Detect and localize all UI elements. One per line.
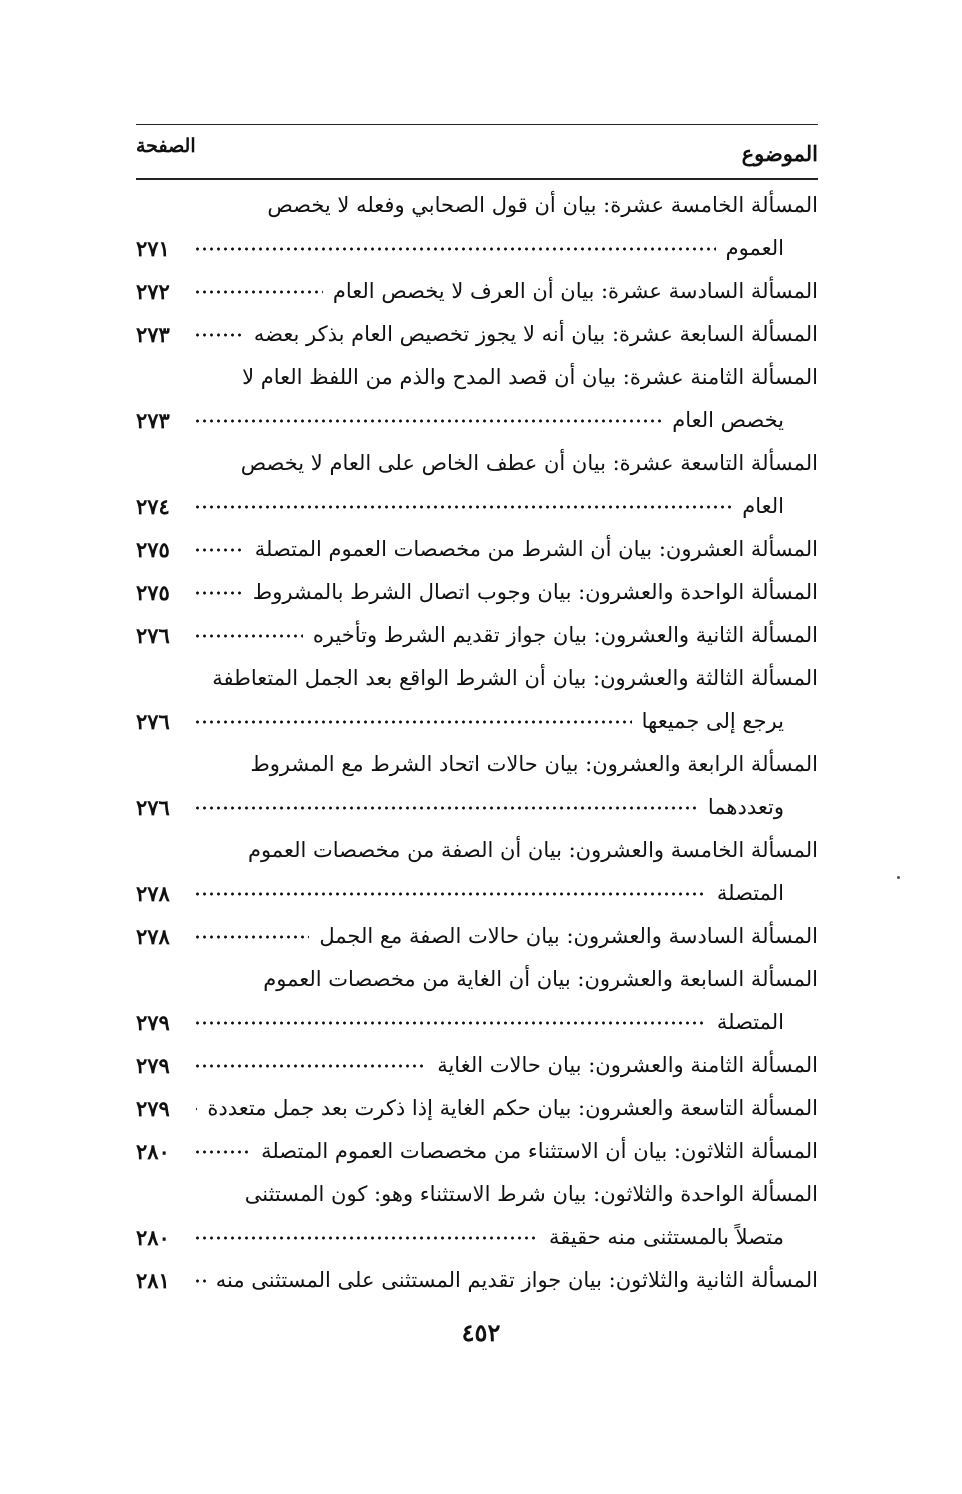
toc-entry <box>136 829 818 915</box>
toc-entry-text: المسألة السابعة عشرة: بيان أنه لا يجوز تخصيص العام بذكر بعضه <box>253 322 818 346</box>
toc-entry <box>136 313 818 356</box>
toc-entry-line <box>136 528 818 571</box>
dot-leader <box>194 417 662 425</box>
dot-leader <box>194 1277 206 1285</box>
toc-page-number: ٢٧٩ <box>136 1053 170 1078</box>
toc-page-number: ٢٧٦ <box>136 795 170 820</box>
toc-page-number: ٢٧٥ <box>136 580 170 605</box>
toc-entry-line <box>136 184 818 227</box>
toc-entry <box>136 743 818 829</box>
toc-entry-text: المتصلة <box>716 881 784 905</box>
toc-entry-line <box>136 485 818 528</box>
toc-entry-text: يرجع إلى جميعها <box>641 709 784 733</box>
toc-list <box>136 184 818 1302</box>
dot-leader <box>194 1062 427 1070</box>
toc-entry <box>136 915 818 958</box>
toc-header <box>136 124 818 180</box>
toc-entry-line <box>136 571 818 614</box>
toc-entry-line <box>136 1173 818 1216</box>
toc-entry-line <box>136 270 818 313</box>
page-column-label: الصفحة <box>136 135 196 157</box>
toc-entry-text: العام <box>742 494 784 518</box>
toc-page-number: ٢٧٢ <box>136 279 170 304</box>
dot-leader <box>194 1148 251 1156</box>
toc-entry <box>136 270 818 313</box>
dot-leader <box>194 1019 707 1027</box>
dot-leader <box>194 890 707 898</box>
toc-entry <box>136 356 818 442</box>
toc-entry-text: متصلاً بالمستثنى منه حقيقة <box>548 1225 784 1249</box>
toc-entry-line <box>136 1130 818 1173</box>
toc-entry-text: المسألة الواحدة والثلاثون: بيان شرط الاستثناء وهو: كون المستثنى <box>244 1182 818 1206</box>
toc-entry-line <box>136 1044 818 1087</box>
toc-entry-text: المسألة الثامنة والعشرون: بيان حالات الغاية <box>437 1053 818 1077</box>
dot-leader <box>194 1105 197 1113</box>
dot-leader <box>194 632 303 640</box>
toc-entry-text: المتصلة <box>716 1010 784 1034</box>
toc-entry <box>136 1044 818 1087</box>
toc-page-number: ٢٧٨ <box>136 881 170 906</box>
toc-entry-text: المسألة التاسعة عشرة: بيان أن عطف الخاص على العام لا يخصص <box>240 451 818 475</box>
dot-leader <box>194 331 244 339</box>
toc-entry-text: المسألة السابعة والعشرون: بيان أن الغاية من مخصصات العموم <box>263 967 818 991</box>
toc-page-number: ٢٧٥ <box>136 537 170 562</box>
toc-entry-text: العموم <box>725 236 784 260</box>
page-number: ٤٥٢ <box>461 1318 501 1347</box>
toc-entry-text: المسألة السادسة عشرة: بيان أن العرف لا يخصص العام <box>332 279 818 303</box>
toc-entry-line <box>136 313 818 356</box>
toc-entry-line <box>136 1001 818 1044</box>
dot-leader <box>194 546 245 554</box>
toc-entry-line <box>136 657 818 700</box>
toc-entry-line <box>136 442 818 485</box>
toc-entry-line <box>136 1087 818 1130</box>
toc-entry-line <box>136 872 818 915</box>
toc-page-number: ٢٧٩ <box>136 1010 170 1035</box>
toc-entry <box>136 958 818 1044</box>
toc-entry-text: المسألة التاسعة والعشرون: بيان حكم الغاية إذا ذكرت بعد جمل متعددة <box>207 1096 818 1120</box>
toc-entry-line <box>136 614 818 657</box>
toc-page-number: ٢٧١ <box>136 236 170 261</box>
toc-entry-line <box>136 958 818 1001</box>
toc-entry-text: المسألة الثانية والثلاثون: بيان جواز تقديم المستثنى على المستثنى منه <box>215 1268 818 1292</box>
toc-entry-text: المسألة الواحدة والعشرون: بيان وجوب اتصال الشرط بالمشروط <box>252 580 818 604</box>
toc-entry-text: المسألة الثامنة عشرة: بيان أن قصد المدح والذم من اللفظ العام لا <box>242 365 818 389</box>
toc-entry <box>136 442 818 528</box>
toc-page-number: ٢٧٣ <box>136 322 170 347</box>
toc-page-number: ٢٨١ <box>136 1268 170 1293</box>
toc-entry-text: المسألة الثالثة والعشرون: بيان أن الشرط الواقع بعد الجمل المتعاطفة <box>212 666 818 690</box>
toc-entry-text: المسألة الخامسة عشرة: بيان أن قول الصحابي وفعله لا يخصص <box>267 193 818 217</box>
toc-entry-line <box>136 227 818 270</box>
toc-entry <box>136 1087 818 1130</box>
toc-entry-line <box>136 1216 818 1259</box>
toc-entry <box>136 1259 818 1302</box>
toc-entry <box>136 571 818 614</box>
toc-page-number: ٢٧٤ <box>136 494 170 519</box>
toc-entry <box>136 1173 818 1259</box>
toc-entry-line <box>136 399 818 442</box>
toc-entry <box>136 614 818 657</box>
dot-leader <box>194 1234 539 1242</box>
toc-entry-text: المسألة الرابعة والعشرون: بيان حالات اتحاد الشرط مع المشروط <box>250 752 818 776</box>
toc-entry-text: المسألة السادسة والعشرون: بيان حالات الصفة مع الجمل <box>319 924 818 948</box>
dot-leader <box>194 288 323 296</box>
toc-page-number: ٢٨٠ <box>136 1139 170 1164</box>
toc-page-number: ٢٧٦ <box>136 709 170 734</box>
toc-entry-line <box>136 786 818 829</box>
toc-entry-line <box>136 829 818 872</box>
toc-entry-text: وتعددهما <box>707 795 784 819</box>
toc-entry-text: المسألة العشرون: بيان أن الشرط من مخصصات العموم المتصلة <box>254 537 818 561</box>
toc-entry-line <box>136 1259 818 1302</box>
toc-entry-text: المسألة الخامسة والعشرون: بيان أن الصفة من مخصصات العموم <box>247 838 818 862</box>
dot-leader <box>194 245 716 253</box>
scan-speck <box>897 876 900 879</box>
toc-entry-line <box>136 915 818 958</box>
toc-page-number: ٢٧٩ <box>136 1096 170 1121</box>
toc-page-number: ٢٨٠ <box>136 1225 170 1250</box>
topic-column-label: الموضوع <box>741 141 818 166</box>
toc-entry-text: المسألة الثلاثون: بيان أن الاستثناء من مخصصات العموم المتصلة <box>261 1139 818 1163</box>
toc-page-number: ٢٧٦ <box>136 623 170 648</box>
toc-entry <box>136 657 818 743</box>
dot-leader <box>194 503 732 511</box>
dot-leader <box>194 804 698 812</box>
toc-entry-text: يخصص العام <box>672 408 784 432</box>
toc-entry <box>136 184 818 270</box>
toc-entry-text: المسألة الثانية والعشرون: بيان جواز تقديم الشرط وتأخيره <box>312 623 818 647</box>
toc-entry-line <box>136 356 818 399</box>
dot-leader <box>194 589 243 597</box>
toc-entry-line <box>136 743 818 786</box>
dot-leader <box>194 933 309 941</box>
toc-entry-line <box>136 700 818 743</box>
dot-leader <box>194 718 632 726</box>
toc-page-number: ٢٧٨ <box>136 924 170 949</box>
toc-entry <box>136 1130 818 1173</box>
toc-entry <box>136 528 818 571</box>
toc-page-number: ٢٧٣ <box>136 408 170 433</box>
